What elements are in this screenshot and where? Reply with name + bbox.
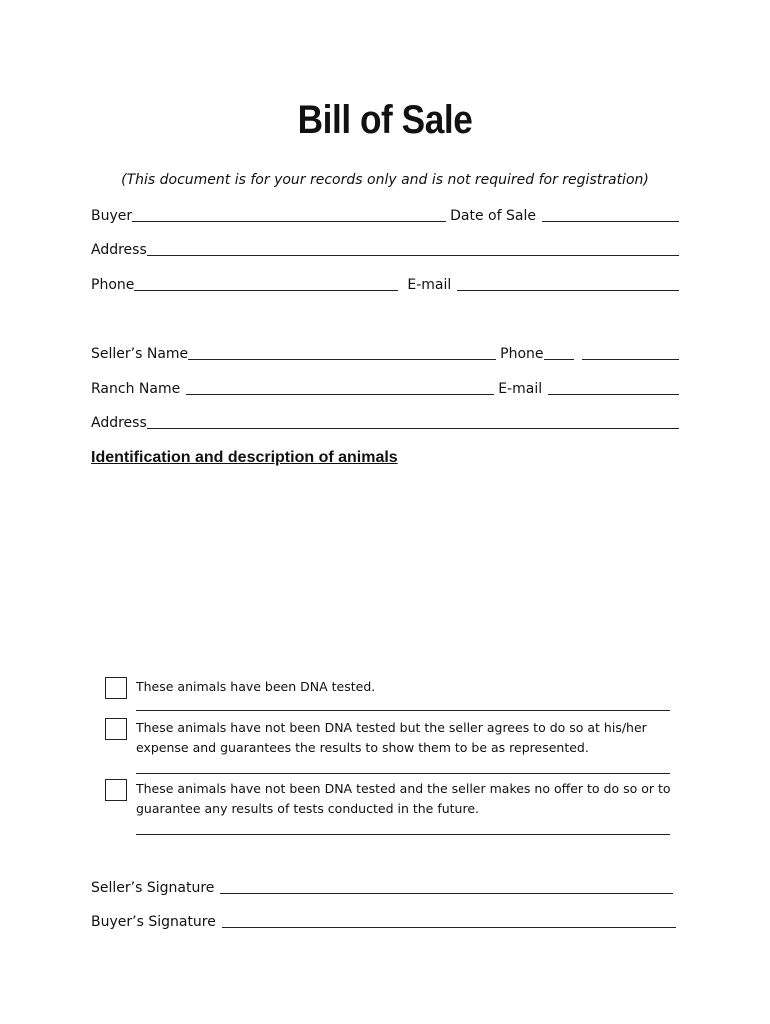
buyer-phone-label: Phone [91, 277, 135, 293]
buyer-address-row [91, 238, 679, 258]
dna-seller-agrees-line [136, 773, 670, 774]
seller-address-row [91, 411, 679, 431]
buyer-label: Buyer [91, 208, 133, 224]
buyer-signature-row [91, 910, 679, 930]
seller-name-row [91, 342, 679, 362]
dna-no-offer-line [136, 834, 670, 835]
buyer-signature-label: Buyer’s Signature [91, 914, 216, 930]
document-title: Bill of Sale [297, 98, 473, 142]
seller-phone-label: Phone [500, 346, 544, 362]
date-of-sale-label: Date of Sale [450, 208, 536, 224]
seller-email-field[interactable] [548, 380, 679, 395]
seller-name-label: Seller’s Name [91, 346, 189, 362]
ranch-name-field[interactable] [186, 380, 494, 395]
seller-signature-label: Seller’s Signature [91, 880, 215, 896]
document-subtitle: (This document is for your records only and is not required for registration) [121, 172, 649, 188]
buyer-phone-row [91, 273, 679, 293]
seller-phone-area-field[interactable] [544, 345, 574, 360]
seller-email-label: E-mail [498, 381, 543, 397]
seller-address-field[interactable] [147, 414, 679, 429]
dna-seller-agrees-checkbox[interactable] [105, 718, 127, 740]
buyer-email-label: E-mail [407, 277, 452, 293]
seller-signature-field[interactable] [220, 879, 673, 894]
buyer-row [91, 204, 679, 224]
buyer-signature-field[interactable] [222, 913, 676, 928]
seller-signature-row [91, 876, 679, 896]
buyer-address-field[interactable] [147, 241, 679, 256]
date-of-sale-field[interactable] [542, 207, 679, 222]
ranch-name-label: Ranch Name [91, 381, 181, 397]
animals-heading: Identification and description of animals [91, 449, 398, 466]
buyer-field[interactable] [132, 207, 446, 222]
seller-name-field[interactable] [188, 345, 496, 360]
dna-no-offer-text: These animals have not been DNA tested and the seller makes no offer to do so or to guarantee any results of tests conducted in the future. [136, 781, 671, 816]
dna-tested-line [136, 710, 670, 711]
buyer-phone-field[interactable] [134, 276, 398, 291]
seller-phone-field[interactable] [582, 345, 679, 360]
buyer-address-label: Address [91, 242, 147, 258]
dna-seller-agrees-text: These animals have not been DNA tested but the seller agrees to do so at his/her expense and guarantees the results to show them to be as represented. [136, 720, 647, 755]
seller-address-label: Address [91, 415, 147, 431]
ranch-name-row [91, 377, 679, 397]
dna-tested-checkbox[interactable] [105, 677, 127, 699]
dna-no-offer-checkbox[interactable] [105, 779, 127, 801]
buyer-email-field[interactable] [457, 276, 679, 291]
dna-tested-text: These animals have been DNA tested. [136, 679, 376, 694]
